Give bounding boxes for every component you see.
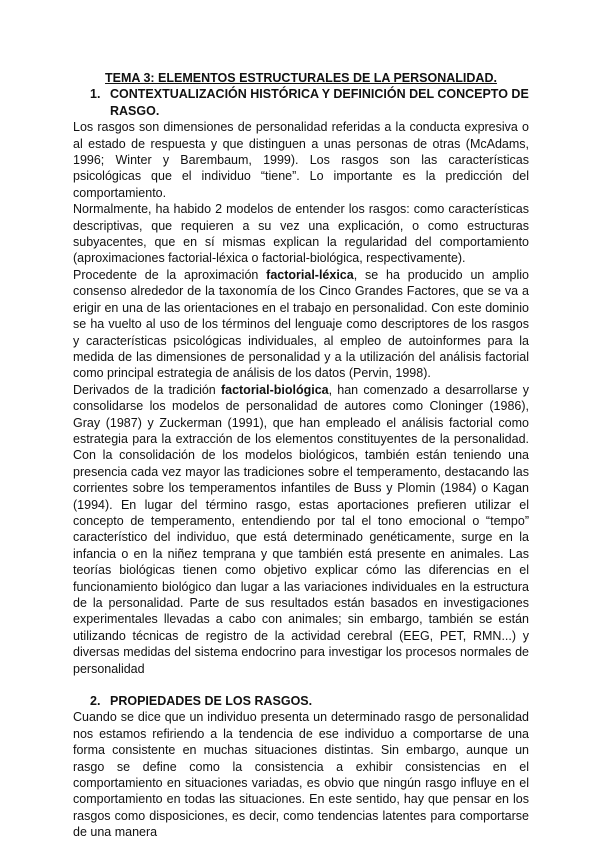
document-title: TEMA 3: ELEMENTOS ESTRUCTURALES DE LA PERSONALIDAD.: [105, 71, 497, 85]
section-2-number: 2.: [90, 694, 101, 709]
paragraph-3-start: Procedente de la aproximación: [73, 267, 267, 282]
section-1-title: CONTEXTUALIZACIÓN HISTÓRICA Y DEFINICIÓN DEL CONCEPTO DE RASGO.: [110, 87, 529, 118]
section-1-number: 1.: [90, 87, 101, 102]
paragraph-3: [73, 267, 529, 382]
paragraph-4: [73, 382, 529, 677]
paragraph-4-rest: , han comenzado a desarrollarse y consolidarse los modelos de personalidad de autores como Cloninger (1986), Gray (1987) y Zuckerman (1991), que han empleado el análisis factorial como estrategia para la extracción de los elementos constituyentes de la personalidad. Con la consolidación de los modelos biológicos, también están teniendo una presencia cada vez mayor las tradiciones sobre el temperamento, destacando las corrientes sobre los temperamentos infantiles de Buss y Plomin (1984) o Kagan (1994). En lugar del término rasgo, estas aportaciones prefieren utilizar el concepto de temperamento, entendiendo por tal el tono emocional o “tempo” característico del individuo, que está determinado genéticamente, surge en la infancia o en la niñez temprana y que también está presente en animales. Las teorías biológicas tienen como objetivo explicar cómo las diferencias en el funcionamiento biológico dan lugar a las variaciones individuales en la estructura de la personalidad. Parte de sus resultados están basados en investigaciones experimentales llevadas a cabo con animales; sin embargo, también se están utilizando técnicas de registro de la actividad cerebral (EEG, PET, RMN...) y diversas medidas del sistema endocrino para investigar los procesos normales de personalidad: [73, 382, 530, 676]
paragraph-1: Los rasgos son dimensiones de personalidad referidas a la conducta expresiva o al estado de respuesta y que distinguen a unas personas de otras (McAdams, 1996; Winter y Barembaum, 1999). Los rasgos son las características psicológicas que el individuo “tiene”. Lo importante es la predicción del comportamiento.: [73, 120, 529, 200]
section-1-heading: [73, 86, 529, 119]
term-factorial-lexica: factorial-léxica: [266, 267, 354, 282]
section-2-heading: [73, 693, 529, 709]
paragraph-3-rest: , se ha producido un amplio consenso alrededor de la taxonomía de los Cinco Grandes Factores, que se va a erigir en una de las orientaciones en el trabajo en personalidad. Con este dominio se ha vuelto al uso de los términos del lenguaje como descriptores de los rasgos y características psicológicas individuales, al empleo de autoinformes para la medida de las dimensiones de personalidad y a la utilización del análisis factorial como principal estrategia de análisis de los datos (Pervin, 1998).: [73, 267, 529, 381]
section-2-title: PROPIEDADES DE LOS RASGOS.: [110, 694, 313, 709]
term-factorial-biologica: factorial-biológica: [220, 382, 329, 397]
paragraph-2: Normalmente, ha habido 2 modelos de entender los rasgos: como características descriptivas, que requieren a su vez una explicación, o como estructuras subyacentes, que en sí mismas explican la regularidad del comportamiento (aproximaciones factorial-léxica o factorial-biológica, respectivamente).: [73, 202, 529, 266]
paragraph-4-start: Derivados de la tradición: [73, 382, 221, 397]
paragraph-5: Cuando se dice que un individuo presenta un determinado rasgo de personalidad nos estamos refiriendo a la tendencia de ese individuo a comportarse de una forma consistente en muchas situaciones distintas. Sin embargo, aunque un rasgo se define como la consistencia a exhibir consistencias en el comportamiento en situaciones variadas, es obvio que ningún rasgo influye en el comportamiento en todas las situaciones. En este sentido, hay que pensar en los rasgos como disposiciones, es decir, como tendencias latentes para comportarse de una manera: [73, 710, 529, 840]
section-spacer: [73, 677, 529, 693]
